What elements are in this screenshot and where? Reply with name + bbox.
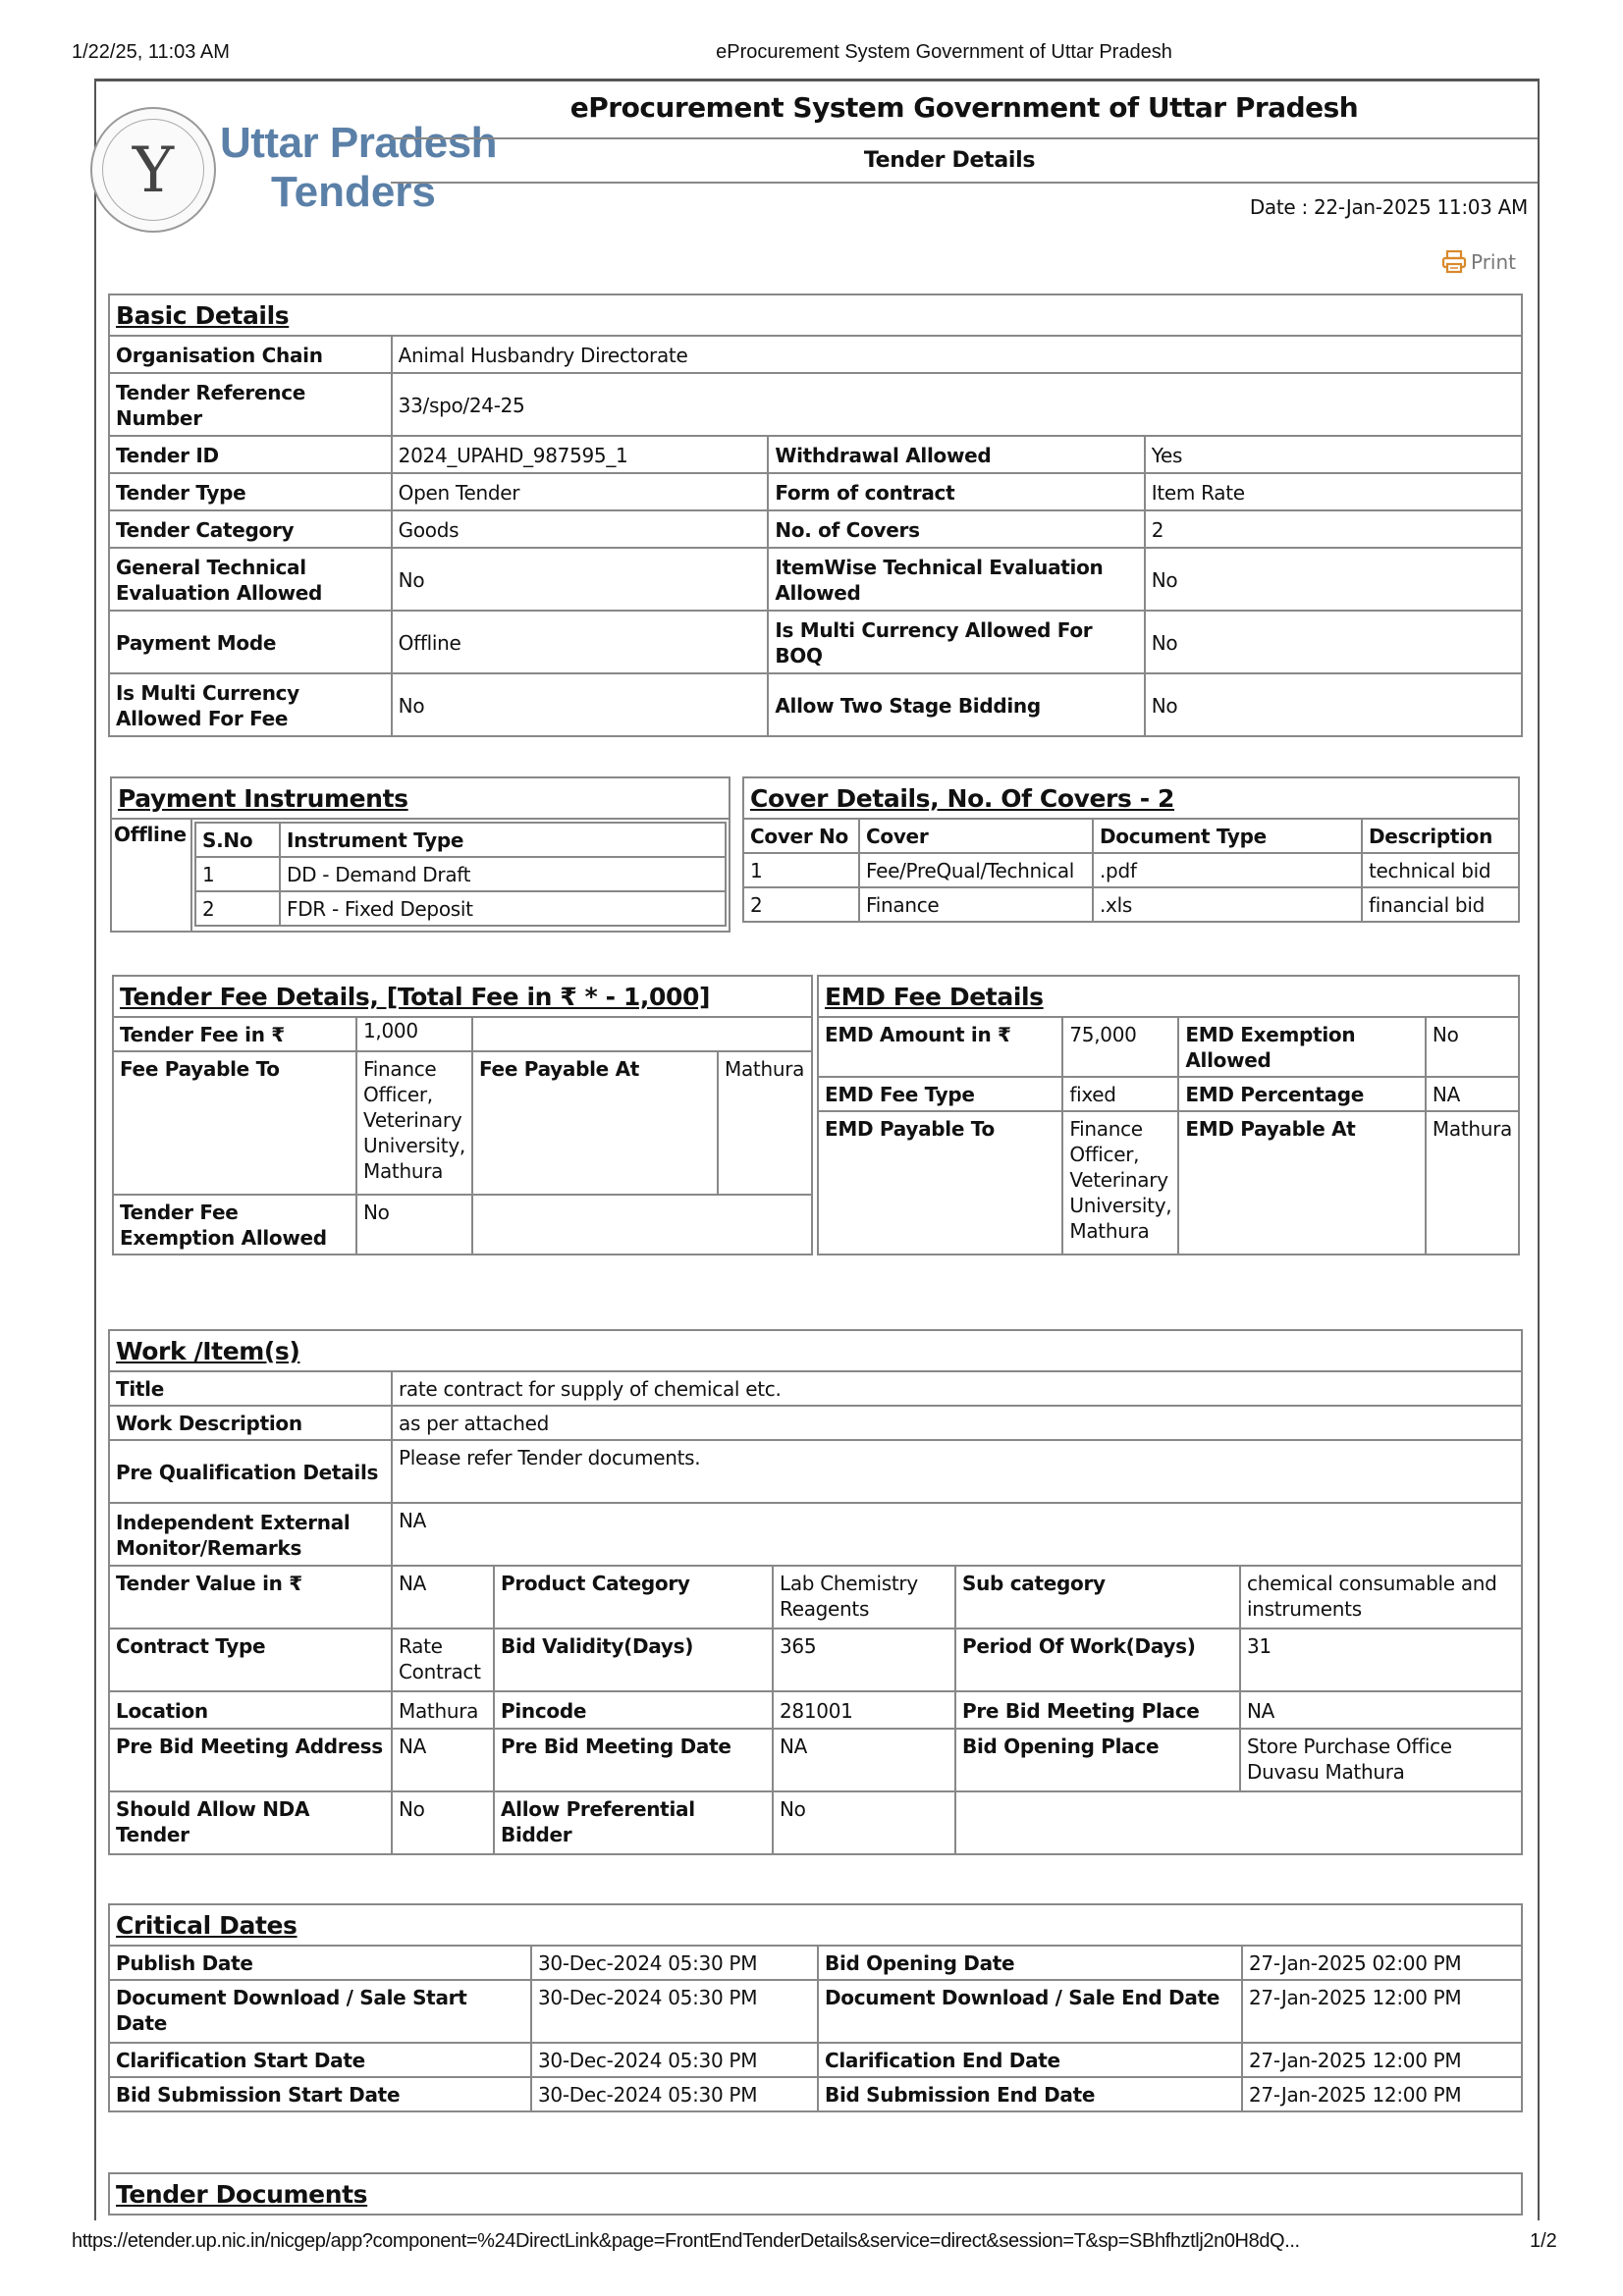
cover-cell: Fee/PreQual/Technical — [859, 853, 1093, 887]
table-row — [109, 611, 1522, 673]
emd-fee-table — [817, 975, 1520, 1255]
sno-cell: 2 — [195, 891, 280, 926]
field-label: Independent External Monitor/Remarks — [109, 1503, 392, 1566]
field-label: Publish Date — [109, 1946, 531, 1980]
field-label: Bid Opening Place — [955, 1729, 1240, 1791]
emd-fee-type-value: fixed — [1062, 1077, 1178, 1111]
field-label: Tender Fee Exemption Allowed — [113, 1195, 356, 1255]
field-label: Document Download / Sale End Date — [818, 1980, 1242, 2043]
page-url: https://etender.up.nic.in/nicgep/app?component=%24DirectLink&page=FrontEndTenderDetails&service=direct&session=T&sp=SBhfhztlj2n0H8dQ... — [72, 2230, 1300, 2252]
field-label: Is Multi Currency Allowed For BOQ — [768, 611, 1144, 673]
field-label: Fee Payable At — [472, 1051, 718, 1195]
field-label: EMD Payable At — [1178, 1111, 1426, 1255]
fee-payable-at-value: Mathura — [718, 1051, 812, 1195]
tender-id-value: 2024_UPAHD_987595_1 — [392, 436, 769, 473]
tender-reference-value: 33/spo/24-25 — [392, 373, 1522, 436]
field-label: Product Category — [494, 1566, 773, 1629]
field-value: Item Rate — [1145, 473, 1522, 510]
cover-details-table — [742, 776, 1520, 923]
work-items-table — [108, 1329, 1523, 1855]
field-label: Form of contract — [768, 473, 1144, 510]
table-row — [109, 1691, 1522, 1729]
critical-dates-heading: Critical Dates — [109, 1904, 1522, 1946]
up-govt-seal-icon: Y — [90, 107, 216, 233]
field-label: Payment Mode — [109, 611, 392, 673]
fee-payable-to-value: Finance Officer, Veterinary University, Mathura — [356, 1051, 472, 1195]
emd-amount-value: 75,000 — [1062, 1017, 1178, 1077]
cover-no-cell: 1 — [743, 853, 859, 887]
field-label: Fee Payable To — [113, 1051, 356, 1195]
site-logo[interactable] — [96, 103, 509, 231]
field-label: Organisation Chain — [109, 336, 392, 373]
field-label: Pre Qualification Details — [109, 1440, 392, 1503]
field-label: Contract Type — [109, 1629, 392, 1691]
field-label: Tender Type — [109, 473, 392, 510]
table-row — [743, 853, 1519, 887]
empty-cell — [955, 1791, 1522, 1854]
tender-fee-table — [112, 975, 813, 1255]
field-label: Allow Preferential Bidder — [494, 1791, 773, 1854]
field-value: Rate Contract — [392, 1629, 494, 1691]
field-label: Tender ID — [109, 436, 392, 473]
field-label: Title — [109, 1371, 392, 1406]
header-divider — [391, 182, 1538, 184]
field-value: No — [392, 673, 769, 736]
field-label: Bid Submission Start Date — [109, 2077, 531, 2111]
field-label: Tender Fee in ₹ — [113, 1017, 356, 1051]
bid-opening-place-value: Store Purchase Office Duvasu Mathura — [1240, 1729, 1522, 1791]
field-label: EMD Fee Type — [818, 1077, 1062, 1111]
instrument-type-cell: DD - Demand Draft — [280, 857, 726, 891]
cover-details-heading: Cover Details, No. Of Covers - 2 — [743, 777, 1519, 819]
column-header: S.No — [195, 823, 280, 857]
date-value: 30-Dec-2024 05:30 PM — [531, 1980, 818, 2043]
fee-exemption-value: No — [356, 1195, 472, 1255]
critical-dates-table — [108, 1903, 1523, 2112]
work-items-heading: Work /Item(s) — [109, 1330, 1522, 1371]
field-label: Pre Bid Meeting Address — [109, 1729, 392, 1791]
tender-fee-heading: Tender Fee Details, [Total Fee in ₹ * - 1,000] — [113, 976, 812, 1017]
table-row — [109, 1980, 1522, 2043]
field-label: Bid Opening Date — [818, 1946, 1242, 1980]
header-divider — [391, 137, 1538, 139]
payment-instruments-heading: Payment Instruments — [111, 777, 730, 819]
report-date: Date : 22-Jan-2025 11:03 AM — [1249, 195, 1528, 219]
doc-type-cell: .pdf — [1093, 853, 1362, 887]
field-value: No — [1145, 611, 1522, 673]
field-label: Document Download / Sale Start Date — [109, 1980, 531, 2043]
date-value: 27-Jan-2025 12:00 PM — [1242, 2077, 1522, 2111]
empty-cell — [472, 1195, 812, 1255]
date-value: 27-Jan-2025 12:00 PM — [1242, 1980, 1522, 2043]
table-row — [109, 510, 1522, 548]
external-monitor-value: NA — [392, 1503, 1522, 1566]
field-label: EMD Amount in ₹ — [818, 1017, 1062, 1077]
description-cell: technical bid — [1362, 853, 1519, 887]
column-header: Cover No — [743, 819, 859, 853]
basic-details-table — [108, 294, 1523, 737]
page-number: 1/2 — [1530, 2230, 1557, 2252]
print-header — [0, 39, 1623, 65]
print-label: Print — [1470, 250, 1516, 274]
table-row — [109, 673, 1522, 736]
basic-details-heading: Basic Details — [109, 294, 1522, 336]
field-label: Pre Bid Meeting Date — [494, 1729, 773, 1791]
date-value: 27-Jan-2025 12:00 PM — [1242, 2043, 1522, 2077]
doc-type-cell: .xls — [1093, 887, 1362, 922]
table-row — [195, 891, 726, 926]
date-value: 27-Jan-2025 02:00 PM — [1242, 1946, 1522, 1980]
field-value: 31 — [1240, 1629, 1522, 1691]
payment-mode-label: Offline — [111, 819, 191, 932]
column-header: Instrument Type — [280, 823, 726, 857]
field-label: Tender Category — [109, 510, 392, 548]
field-label: ItemWise Technical Evaluation Allowed — [768, 548, 1144, 611]
emd-payable-to-value: Finance Officer, Veterinary University, Mathura — [1062, 1111, 1178, 1255]
payment-instruments-table — [110, 776, 730, 933]
field-label: Tender Reference Number — [109, 373, 392, 436]
field-label: Bid Submission End Date — [818, 2077, 1242, 2111]
field-value: Goods — [392, 510, 769, 548]
field-label: Clarification End Date — [818, 2043, 1242, 2077]
table-row — [109, 2077, 1522, 2111]
logo-line2: Tenders — [271, 168, 436, 216]
cover-cell: Finance — [859, 887, 1093, 922]
field-label: Work Description — [109, 1406, 392, 1440]
organisation-chain-value: Animal Husbandry Directorate — [392, 336, 1522, 373]
table-row — [109, 1791, 1522, 1854]
field-value: 281001 — [773, 1691, 955, 1729]
field-value: No — [392, 548, 769, 611]
emd-exemption-value: No — [1426, 1017, 1519, 1077]
print-page-title: eProcurement System Government of Uttar Pradesh — [716, 41, 1172, 63]
instrument-type-cell: FDR - Fixed Deposit — [280, 891, 726, 926]
field-label: EMD Payable To — [818, 1111, 1062, 1255]
field-value: 365 — [773, 1629, 955, 1691]
table-row — [743, 887, 1519, 922]
field-value: Mathura — [392, 1691, 494, 1729]
tender-fee-value: 1,000 — [356, 1017, 472, 1051]
field-value: Yes — [1145, 436, 1522, 473]
field-label: EMD Exemption Allowed — [1178, 1017, 1426, 1077]
field-value: NA — [392, 1729, 494, 1791]
emd-payable-at-value: Mathura — [1426, 1111, 1519, 1255]
table-row — [109, 1946, 1522, 1980]
field-label: Sub category — [955, 1566, 1240, 1629]
table-row — [195, 857, 726, 891]
instruments-list — [194, 822, 727, 927]
field-value: No — [392, 1791, 494, 1854]
field-label: General Technical Evaluation Allowed — [109, 548, 392, 611]
field-value: 2 — [1145, 510, 1522, 548]
column-header: Description — [1362, 819, 1519, 853]
pre-qualification-value: Please refer Tender documents. — [392, 1440, 1522, 1503]
field-label: Withdrawal Allowed — [768, 436, 1144, 473]
page-subtitle: Tender Details — [863, 148, 1036, 173]
description-cell: financial bid — [1362, 887, 1519, 922]
column-header: Cover — [859, 819, 1093, 853]
print-button[interactable] — [1441, 250, 1516, 274]
field-label: Tender Value in ₹ — [109, 1566, 392, 1629]
table-row — [109, 436, 1522, 473]
emd-fee-heading: EMD Fee Details — [818, 976, 1519, 1017]
table-row — [109, 1629, 1522, 1691]
field-label: Location — [109, 1691, 392, 1729]
logo-line1: Uttar Pradesh — [220, 119, 498, 167]
field-label: EMD Percentage — [1178, 1077, 1426, 1111]
sno-cell: 1 — [195, 857, 280, 891]
date-value: 30-Dec-2024 05:30 PM — [531, 2077, 818, 2111]
field-value: NA — [1240, 1691, 1522, 1729]
table-row — [109, 473, 1522, 510]
page-title: eProcurement System Government of Uttar Pradesh — [569, 91, 1359, 124]
tender-documents-heading: Tender Documents — [109, 2173, 1522, 2215]
field-label: Clarification Start Date — [109, 2043, 531, 2077]
field-value: Offline — [392, 611, 769, 673]
field-value: NA — [392, 1566, 494, 1629]
printer-icon — [1441, 250, 1467, 274]
field-value: No — [773, 1791, 955, 1854]
work-description-value: as per attached — [392, 1406, 1522, 1440]
sub-category-value: chemical consumable and instruments — [1240, 1566, 1522, 1629]
column-header: Document Type — [1093, 819, 1362, 853]
field-label: Pre Bid Meeting Place — [955, 1691, 1240, 1729]
page-frame — [94, 79, 1540, 2220]
field-label: Allow Two Stage Bidding — [768, 673, 1144, 736]
cover-no-cell: 2 — [743, 887, 859, 922]
work-title-value: rate contract for supply of chemical etc. — [392, 1371, 1522, 1406]
table-row — [109, 2043, 1522, 2077]
field-label: Pincode — [494, 1691, 773, 1729]
field-value: No — [1145, 548, 1522, 611]
field-value: No — [1145, 673, 1522, 736]
field-label: No. of Covers — [768, 510, 1144, 548]
date-value: 30-Dec-2024 05:30 PM — [531, 2043, 818, 2077]
date-value: 30-Dec-2024 05:30 PM — [531, 1946, 818, 1980]
empty-cell — [472, 1017, 812, 1051]
field-value: NA — [773, 1729, 955, 1791]
print-timestamp: 1/22/25, 11:03 AM — [72, 41, 230, 63]
product-category-value: Lab Chemistry Reagents — [773, 1566, 955, 1629]
emd-percentage-value: NA — [1426, 1077, 1519, 1111]
field-label: Bid Validity(Days) — [494, 1629, 773, 1691]
table-row — [109, 548, 1522, 611]
field-label: Should Allow NDA Tender — [109, 1791, 392, 1854]
table-row — [109, 1566, 1522, 1629]
tender-documents-table — [108, 2172, 1523, 2216]
field-label: Period Of Work(Days) — [955, 1629, 1240, 1691]
field-label: Is Multi Currency Allowed For Fee — [109, 673, 392, 736]
table-row — [109, 1729, 1522, 1791]
print-footer — [0, 2228, 1623, 2256]
field-value: Open Tender — [392, 473, 769, 510]
